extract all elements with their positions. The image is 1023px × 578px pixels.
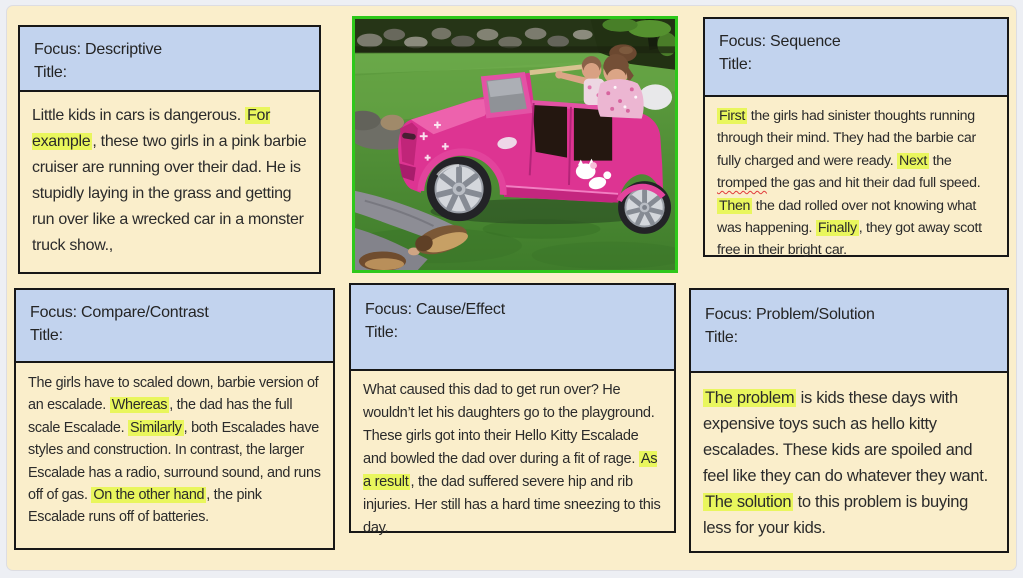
panel-compare-contrast — [14, 288, 335, 550]
highlighted-text: On the other hand — [93, 487, 205, 504]
title-label: Title: — [719, 56, 752, 73]
focus-label: Focus: Cause/Effect — [365, 301, 505, 318]
body-text: What caused this dad to get run over? He wouldn’t let his daughters go to the playground. These girls got into their Hello Kitty Escalade and bowled the dad over during a fit of rage. — [363, 382, 655, 467]
panel-compare-contrast-text — [16, 363, 333, 539]
panel-compare-contrast-header — [16, 290, 333, 363]
panel-descriptive — [18, 25, 321, 274]
panel-sequence-header — [705, 19, 1007, 97]
title-label: Title: — [365, 324, 398, 341]
panel-problem-solution-header — [691, 290, 1007, 373]
front-wheel — [427, 157, 492, 221]
body-text: , these two girls in a pink barbie cruiser are running over their dad. He is stupidly laying in the grass and getting run over like a wrecked car in a monster truck show., — [32, 133, 307, 254]
body-text: the gas and hit their dad full speed. — [766, 175, 981, 192]
body-text: The girls have to scaled down, barbie version of an escalade. — [28, 375, 319, 414]
highlighted-text: As a result — [363, 451, 658, 490]
highlighted-text: Similarly — [130, 419, 182, 436]
body-text: , the dad has the full scale Escalade. — [28, 397, 293, 436]
body-text: , they got away scott free in their bright car. — [717, 220, 982, 259]
body-text: to this problem is buying less for your kids. — [703, 493, 969, 537]
body-text: Little kids in cars is dangerous. — [32, 107, 246, 124]
highlighted-text: First — [719, 108, 746, 124]
highlighted-text: Finally — [817, 220, 857, 237]
body-text: the — [929, 152, 952, 169]
panel-problem-solution — [689, 288, 1009, 553]
panel-cause-effect-text — [351, 371, 674, 550]
focus-label: Focus: Compare/Contrast — [30, 304, 209, 321]
panel-problem-solution-text — [691, 373, 1007, 551]
barbie-car-runover-photo — [352, 16, 678, 273]
focus-label: Focus: Sequence — [719, 33, 841, 50]
highlighted-text: Whereas — [111, 397, 168, 414]
highlighted-text: Next — [899, 152, 927, 169]
misspelled-word: tromped — [717, 175, 767, 192]
panel-sequence — [703, 17, 1009, 257]
highlighted-text: The problem — [705, 389, 795, 407]
body-text: , the dad suffered severe hip and rib injuries. Her still has a hard time sneezing to this day. — [363, 474, 661, 536]
body-text: is kids these days with expensive toys such as hello kitty escalades. These kids are spoiled and feel like they can do whatever they want. — [703, 389, 988, 485]
focus-label: Focus: Descriptive — [34, 41, 162, 58]
body-text: , both Escalades have styles and construction. In contrast, the larger Escalade has a radio, surround sound, and runs off of gas. — [28, 419, 321, 504]
title-label: Title: — [30, 327, 63, 344]
highlighted-text: For example — [32, 107, 271, 150]
highlighted-text: Then — [719, 197, 751, 214]
panel-descriptive-header — [20, 27, 319, 92]
panel-sequence-text — [705, 97, 1007, 272]
body-text: the girls had sinister thoughts running through their mind. They had the barbie car fully charged and were ready. — [717, 108, 976, 169]
focus-label: Focus: Problem/Solution — [705, 306, 875, 323]
title-label: Title: — [705, 329, 738, 346]
panel-descriptive-text — [20, 92, 319, 269]
body-text: , the pink Escalade runs off of batteries. — [28, 487, 262, 526]
highlighted-text: The solution — [705, 493, 792, 511]
body-text: the dad rolled over not knowing what was happening. — [717, 197, 977, 237]
panel-cause-effect-header — [351, 285, 674, 371]
panel-cause-effect — [349, 283, 676, 536]
title-label: Title: — [34, 64, 67, 81]
